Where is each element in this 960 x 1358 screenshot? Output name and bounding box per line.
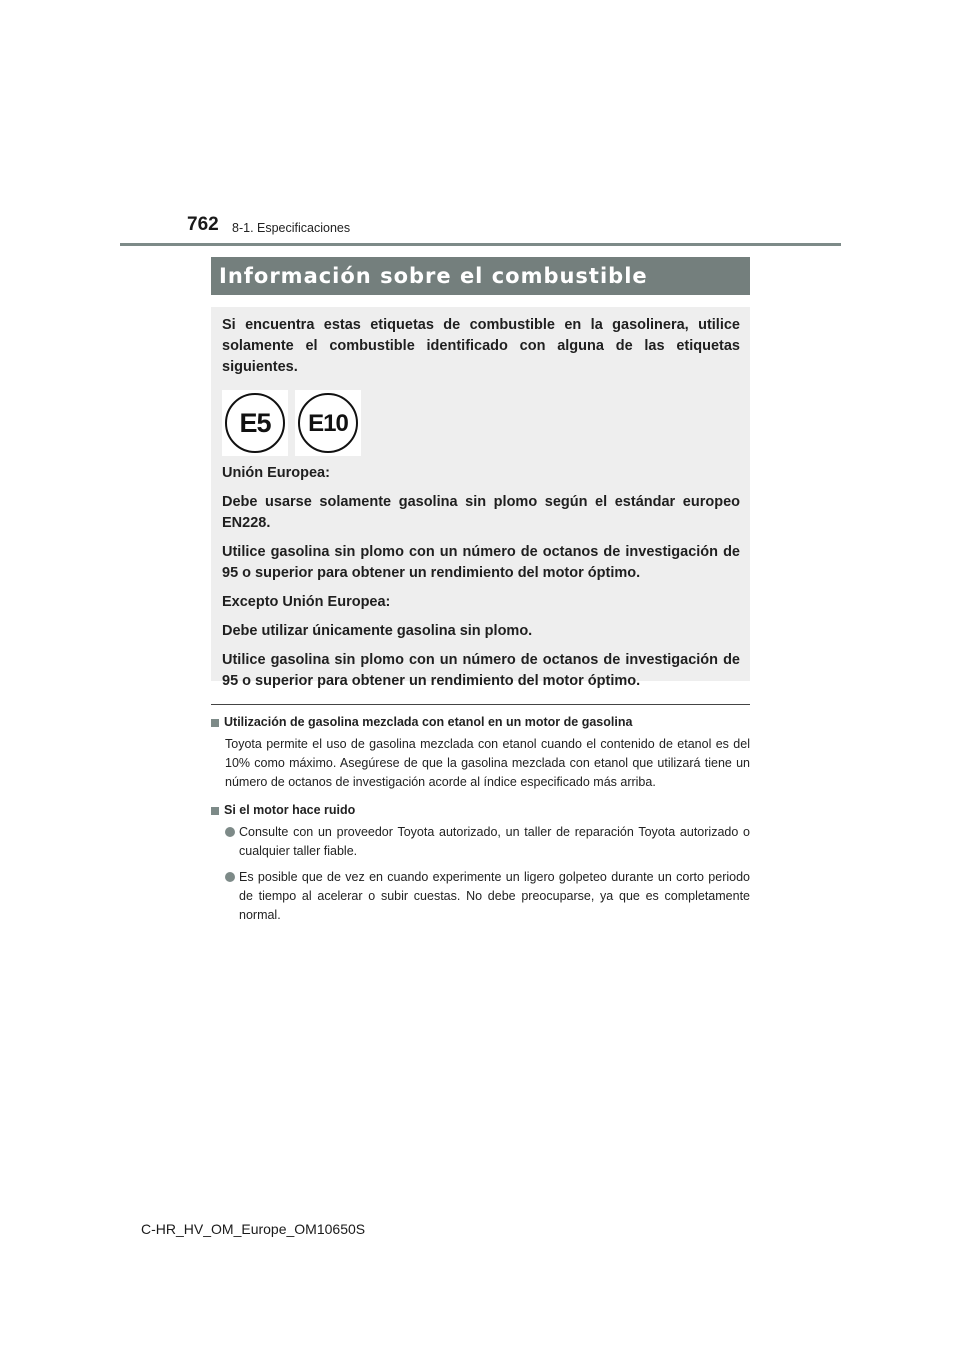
square-bullet-icon: [211, 807, 219, 815]
list-item: [225, 868, 750, 925]
ethanol-text: Toyota permite el uso de gasolina mezclada con etanol cuando el contenido de etanol es del 10% como máximo. Asegúrese de que la gasolina mezclada con etanol que utilizará tiene un número de octanos de investigación acorde al índice especificado más arriba.: [225, 737, 750, 789]
circle-bullet-icon: [225, 872, 235, 882]
info-box: [211, 307, 750, 689]
footer-doc-id: C-HR_HV_OM_Europe_OM10650S: [141, 1221, 366, 1237]
ethanol-heading: [211, 713, 750, 732]
square-bullet-icon: [211, 719, 219, 727]
circle-bullet-icon: [225, 827, 235, 837]
non-eu-line-2: Utilice gasolina sin plomo con un número de octanos de investigación de 95 o superior para obtener un rendimiento del motor óptimo.: [222, 652, 740, 689]
ethanol-heading-text: Utilización de gasolina mezclada con etanol en un motor de gasolina: [224, 715, 633, 729]
page-title: Información sobre el combustible: [219, 264, 648, 288]
noise-heading: [211, 801, 750, 820]
intro-text: Si encuentra estas etiquetas de combustible en la gasolinera, utilice solamente el combustible identificado con alguna de las etiquetas siguientes.: [222, 317, 740, 375]
notes-section: [211, 713, 750, 934]
fuel-labels: [222, 390, 740, 456]
noise-note: [211, 801, 750, 925]
header-rule: [120, 243, 841, 246]
ethanol-note: [211, 713, 750, 792]
eu-line-1: Debe usarse solamente gasolina sin plomo según el estándar europeo EN228.: [222, 494, 740, 531]
e5-label-text: E5: [225, 393, 285, 453]
list-item: [225, 823, 750, 861]
eu-heading: Unión Europea:: [222, 465, 330, 481]
noise-bullet-2: Es posible que de vez en cuando experimente un ligero golpeteo durante un corto periodo de tiempo al acelerar o subir cuestas. No debe preocuparse, ya que es completamente normal.: [239, 870, 750, 922]
non-eu-heading: Excepto Unión Europea:: [222, 594, 391, 610]
page-number: 762: [187, 214, 219, 235]
title-bar: [211, 257, 750, 295]
e10-label-text: E10: [298, 393, 358, 453]
e10-label-icon: [295, 390, 361, 456]
noise-bullet-1: Consulte con un proveedor Toyota autorizado, un taller de reparación Toyota autorizado o cualquier taller fiable.: [239, 825, 750, 858]
section-label: 8-1. Especificaciones: [232, 221, 351, 235]
e5-label-icon: [222, 390, 288, 456]
noise-heading-text: Si el motor hace ruido: [224, 803, 356, 817]
non-eu-line-1: Debe utilizar únicamente gasolina sin plomo.: [222, 623, 533, 639]
eu-line-2: Utilice gasolina sin plomo con un número de octanos de investigación de 95 o superior para obtener un rendimiento del motor óptimo.: [222, 544, 740, 581]
body-rule: [211, 704, 750, 705]
